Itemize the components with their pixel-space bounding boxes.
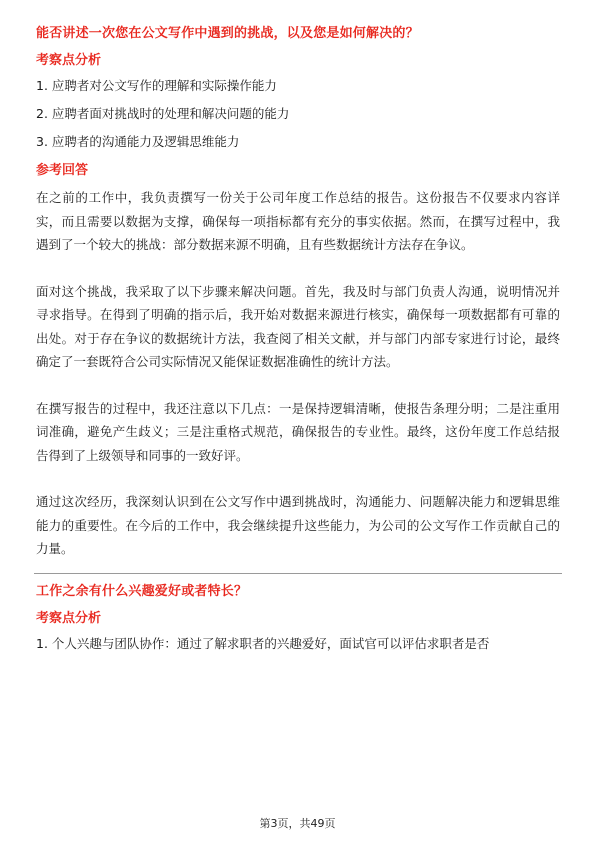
analysis-list [36,76,560,152]
document-page [36,24,560,664]
answer-paragraph: 在撰写报告的过程中，我还注意以下几点：一是保持逻辑清晰，使报告条理分明；二是注重用词准确，避免产生歧义；三是注重格式规范，确保报告的专业性。最终，这份年度工作总结报告得到了上级领导和同事的一致好评。 [36,400,560,463]
answer-paragraph: 通过这次经历，我深刻认识到在公文写作中遇到挑战时，沟通能力、问题解决能力和逻辑思维能力的重要性。在今后的工作中，我会继续提升这些能力，为公司的公文写作工作贡献自己的力量。 [36,494,560,556]
page-number: 第3页，共49页 [259,817,336,830]
list-item: 1. 个人兴趣与团队协作：通过了解求职者的兴趣爱好，面试官可以评估求职者是否 [36,635,490,651]
answer-heading: 参考回答 [36,163,89,178]
section-divider [34,573,562,574]
list-item: 2. 应聘者面对挑战时的处理和解决问题的能力 [36,106,290,121]
analysis-list [36,634,560,654]
list-item: 1. 应聘者对公文写作的理解和实际操作能力 [36,78,277,93]
list-item: 3. 应聘者的沟通能力及逻辑思维能力 [36,134,240,149]
answer-paragraph: 在之前的工作中，我负责撰写一份关于公司年度工作总结的报告。这份报告不仅要求内容详实，而且需要以数据为支撑，确保每一项指标都有充分的事实依据。然而，在撰写过程中，我遇到了一个较大的挑战：部分数据来源不明确，且有些数据统计方法存在争议。 [36,190,560,252]
analysis-heading: 考察点分析 [36,610,102,626]
answer-paragraph: 面对这个挑战，我采取了以下步骤来解决问题。首先，我及时与部门负责人沟通，说明情况并寻求指导。在得到了明确的指示后，我开始对数据来源进行核实，确保每一项数据都有可靠的出处。对于存在争议的数据统计方法，我查阅了相关文献，并与部门内部专家进行讨论，最终确定了一套既符合公司实际情况又能保证数据准确性的统计方法。 [36,283,560,369]
analysis-heading: 考察点分析 [36,53,102,68]
question-title: 能否讲述一次您在公文写作中遇到的挑战，以及您是如何解决的？ [36,26,419,41]
question-title: 工作之余有什么兴趣爱好或者特长？ [36,583,248,599]
